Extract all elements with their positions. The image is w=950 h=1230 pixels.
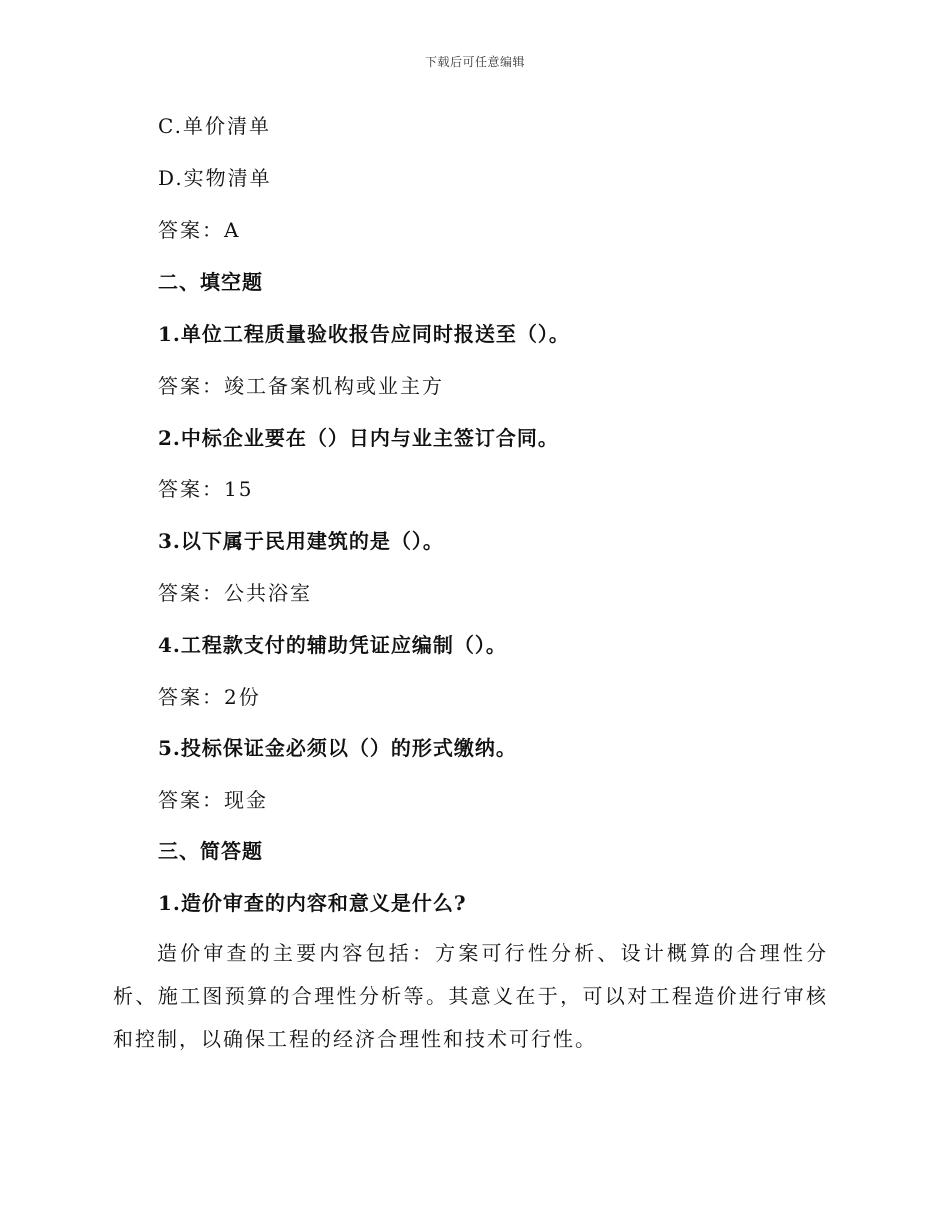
answer-line: 答案：2份 [158,685,261,709]
question-4: 4.工程款支付的辅助凭证应编制（）。 [158,633,507,657]
answer-line: 答案：15 [158,477,254,501]
question-1: 1.单位工程质量验收报告应同时报送至（）。 [158,322,570,346]
short-answer-question-1: 1.造价审查的内容和意义是什么? [158,891,467,915]
answer-line: 答案：A [158,218,241,242]
page-header: 下载后可任意编辑 [424,55,525,69]
section-heading-short-answer: 三、简答题 [158,839,263,863]
answer-line: 答案：公共浴室 [158,581,312,605]
question-2: 2.中标企业要在（）日内与业主签订合同。 [158,426,559,450]
answer-line: 答案：竣工备案机构或业主方 [158,374,444,398]
option-c: C.单价清单 [158,114,271,138]
question-3: 3.以下属于民用建筑的是（）。 [158,529,444,553]
option-d: D.实物清单 [158,166,272,190]
answer-paragraph: 造价审查的主要内容包括：方案可行性分析、设计概算的合理性分析、施工图预算的合理性分析等。其意义在于，可以对工程造价进行审核和控制，以确保工程的经济合理性和技术可行性。 [113,941,828,1051]
section-heading-fill-in: 二、填空题 [158,270,263,294]
answer-line: 答案：现金 [158,788,268,812]
question-5: 5.投标保证金必须以（）的形式缴纳。 [158,736,517,760]
